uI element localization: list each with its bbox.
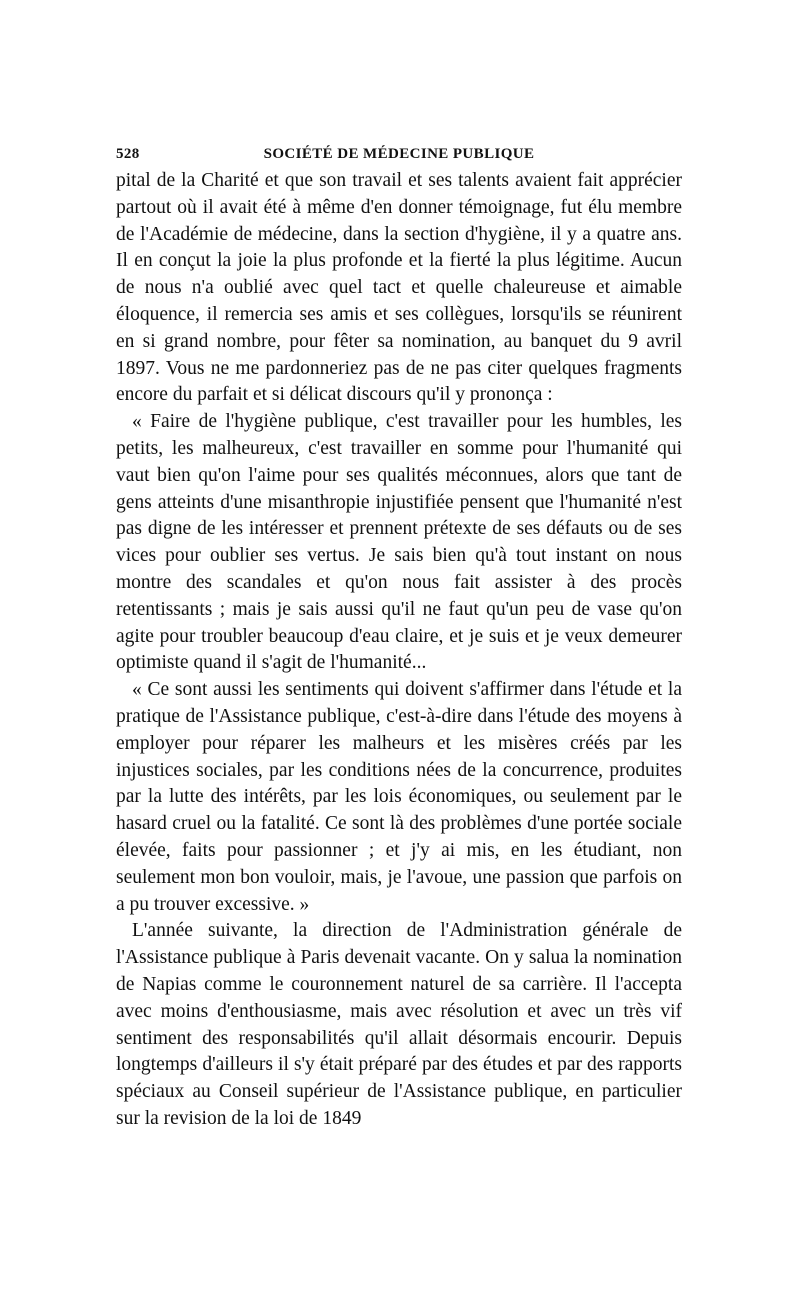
page-header	[116, 140, 682, 170]
book-page	[116, 140, 682, 1133]
page-number: 528	[116, 146, 140, 162]
body-text	[116, 168, 682, 1133]
paragraph-2-quote: « Faire de l'hygiène publique, c'est travailler pour les humbles, les petits, les malheureux, c'est travailler en somme pour l'humanité qui vaut bien qu'on l'aime pour ses qualités méconnues, alors que tant de gens atteints d'une misanthropie injustifiée pensent que l'humanité n'est pas digne de les intéresser et prennent prétexte de ses défauts ou de ses vices pour oublier ses vertus. Je sais bien qu'à tout instant on nous montre des scandales et qu'on nous fait assister à des procès retentissants ; mais je sais aussi qu'il ne faut qu'un peu de vase qu'on agite pour troubler beaucoup d'eau claire, et je suis et je veux demeurer optimiste quand il s'agit de l'humanité...	[116, 411, 682, 674]
running-title: SOCIÉTÉ DE MÉDECINE PUBLIQUE	[263, 146, 535, 162]
paragraph-3-quote: « Ce sont aussi les sentiments qui doivent s'affirmer dans l'étude et la pratique de l'Assistance publique, c'est-à-dire dans l'étude des moyens à employer pour réparer les malheurs et les misères créés par les injustices sociales, par les conditions nées de la concurrence, produites par la lutte des intérêts, par les lois économiques, ou seulement par le hasard cruel ou la fatalité. Ce sont là des problèmes d'une portée sociale élevée, faits pour passionner ; et j'y ai mis, en les étudiant, non seulement mon bon vouloir, mais, je l'avoue, une passion que parfois on a pu trouver excessive. »	[116, 679, 682, 915]
paragraph-4: L'année suivante, la direction de l'Administration générale de l'Assistance publique à Paris devenait vacante. On y salua la nomination de Napias comme le couronnement naturel de sa carrière. Il l'accepta avec moins d'enthousiasme, mais avec résolution et avec un très vif sentiment des responsabilités qu'il allait désormais encourir. Depuis longtemps d'ailleurs il s'y était préparé par des études et par des rapports spéciaux au Conseil supérieur de l'Assistance publique, en particulier sur la revision de la loi de 1849	[116, 920, 682, 1129]
paragraph-1: pital de la Charité et que son travail et ses talents avaient fait apprécier partout où il avait été à même d'en donner témoignage, fut élu membre de l'Académie de médecine, dans la section d'hygiène, il y a quatre ans. Il en conçut la joie la plus profonde et la fierté la plus légitime. Aucun de nous n'a oublié avec quel tact et quelle chaleureuse et aimable éloquence, il remercia ses amis et ses collègues, lorsqu'ils se réunirent en si grand nombre, pour fêter sa nomination, au banquet du 9 avril 1897. Vous ne me pardonneriez pas de ne pas citer quelques fragments encore du parfait et si délicat discours qu'il y prononça :	[116, 170, 682, 406]
